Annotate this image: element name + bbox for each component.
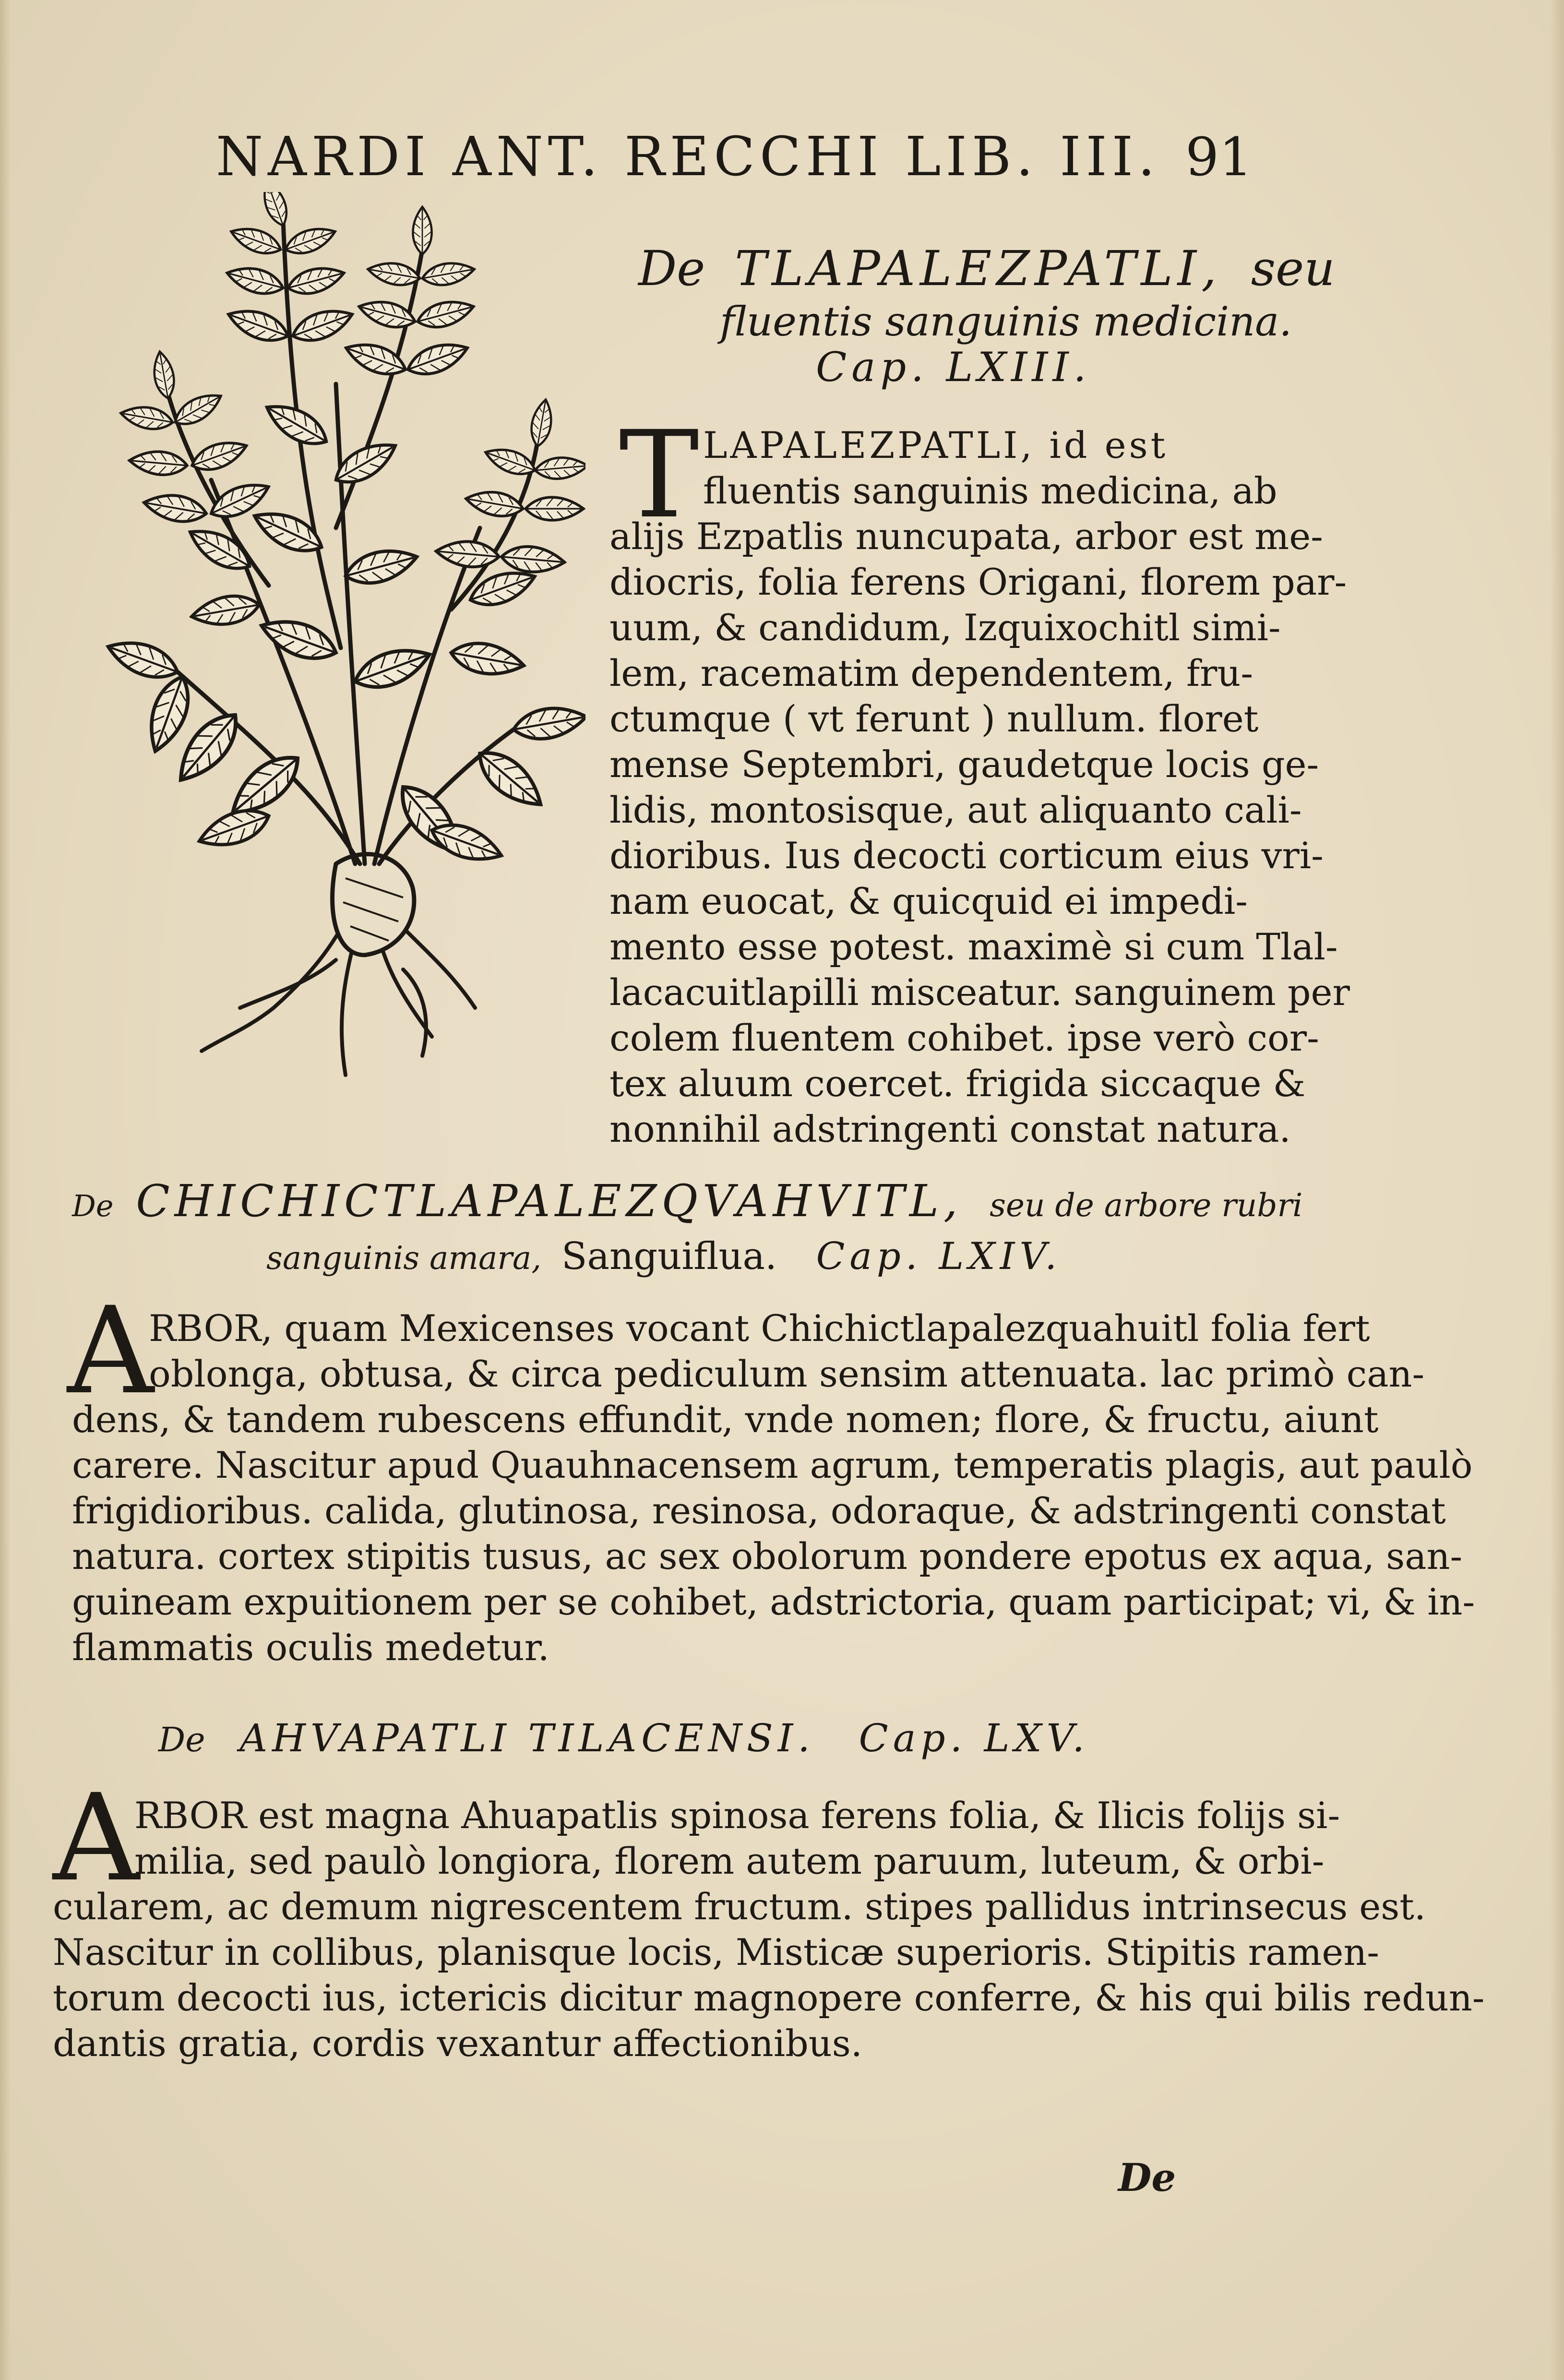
chapter63-line: lidis, montosisque, aut aliquanto cali- xyxy=(609,789,1302,831)
page-number: 91 xyxy=(1185,126,1253,188)
chapter63-heading-line2: fluentis sanguinis medicina. xyxy=(720,298,1292,345)
chapter63-cap-number: Cap. LXIII. xyxy=(816,344,1091,391)
chapter63-line: alijs Ezpatlis nuncupata, arbor est me- xyxy=(609,515,1323,558)
chapter63-line: fluentis sanguinis medicina, ab xyxy=(703,469,1277,512)
chapter63-heading-line1 xyxy=(638,242,1335,295)
chapter65-title: AHVAPATLI TILACENSI. xyxy=(239,1716,815,1760)
chapter63-line: lem, racematim dependentem, fru- xyxy=(609,652,1254,694)
chapter64-line: guineam expuitionem per se cohibet, adstrictoria, quam participat; vi, & in- xyxy=(72,1580,1475,1623)
chapter64-line: dens, & tandem rubescens effundit, vnde nomen; flore, & fructu, aiunt xyxy=(72,1398,1379,1441)
chapter65-line: milia, sed paulò longiora, florem autem paruum, luteum, & orbi- xyxy=(134,1840,1325,1882)
chapter65-cap-number: Cap. LXV. xyxy=(859,1716,1089,1760)
chapter65-line: dantis gratia, cordis vexantur affectionibus. xyxy=(53,2022,862,2065)
chapter63-line: LAPALEZPATLI, id est xyxy=(703,424,1169,466)
chapter65-line: cularem, ac demum nigrescentem fructum. stipes pallidus intrinsecus est. xyxy=(53,1885,1426,1928)
chapter63-line: tex aluum coercet. frigida siccaque & xyxy=(609,1062,1306,1105)
chapter64-line: oblonga, obtusa, & circa pediculum sensim attenuata. lac primò can- xyxy=(149,1352,1425,1395)
chapter65-de: De xyxy=(158,1720,205,1759)
chapter64-line: carere. Nascitur apud Quauhnacensem agrum, temperatis plagis, aut paulò xyxy=(72,1444,1473,1486)
chapter63-drop-cap: T xyxy=(619,405,699,545)
chapter63-title: TLAPALEZPATLI, xyxy=(735,240,1221,297)
chapter64-heading-line2 xyxy=(266,1226,1062,1285)
catchword: De xyxy=(1118,2155,1176,2200)
chapter64-drop-cap: A xyxy=(67,1281,154,1421)
chapter65-line: RBOR est magna Ahuapatlis spinosa ferens folia, & Ilicis folijs si- xyxy=(134,1794,1340,1837)
plant-woodcut-illustration xyxy=(67,192,585,1104)
chapter64-title: CHICHICTLAPALEZQVAHVITL, xyxy=(136,1175,963,1227)
chapter64-cap-number: Cap. LXIV. xyxy=(816,1235,1062,1278)
chapter63-line: colem fluentem cohibet. ipse verò cor- xyxy=(609,1017,1319,1059)
chapter64-line: RBOR, quam Mexicenses vocant Chichictlapalezquahuitl folia fert xyxy=(149,1307,1370,1350)
chapter64-subtitle: sanguinis amara, xyxy=(266,1240,542,1277)
page-edge-shadow xyxy=(0,0,11,2380)
chapter63-line: diocris, folia ferens Origani, florem par- xyxy=(609,561,1347,603)
chapter65-drop-cap: A xyxy=(53,1768,140,1908)
running-title: NARDI ANT. RECCHI LIB. III. xyxy=(216,126,1160,188)
chapter63-line: uum, & candidum, Izquixochitl simi- xyxy=(609,606,1281,649)
page-edge-shadow-right xyxy=(1550,0,1564,2380)
chapter65-line: torum decocti ius, ictericis dicitur magnopere conferre, & his qui bilis redun- xyxy=(53,1976,1485,2019)
chapter63-de: De xyxy=(638,240,705,297)
chapter64-subtitle-roman: Sanguiflua. xyxy=(561,1235,777,1278)
chapter63-seu: seu xyxy=(1251,240,1335,297)
chapter64-line: natura. cortex stipitis tusus, ac sex obolorum pondere epotus ex aqua, san- xyxy=(72,1535,1463,1578)
chapter65-heading xyxy=(158,1709,1089,1766)
chapter63-line: nam euocat, & quicquid ei impedi- xyxy=(609,880,1248,922)
chapter63-line: mento esse potest. maximè si cum Tlal- xyxy=(609,925,1338,968)
chapter64-line: flammatis oculis medetur. xyxy=(72,1626,549,1669)
chapter63-line: lacacuitlapilli misceatur. sanguinem per xyxy=(609,971,1350,1014)
chapter64-seu: seu de arbore rubri xyxy=(990,1187,1303,1224)
chapter63-line: mense Septembri, gaudetque locis ge- xyxy=(609,743,1319,786)
chapter63-line: nonnihil adstringenti constat natura. xyxy=(609,1108,1291,1150)
chapter64-de: De xyxy=(72,1188,114,1223)
chapter65-line: Nascitur in collibus, planisque locis, Misticæ superioris. Stipitis ramen- xyxy=(53,1931,1379,1973)
chapter64-line: frigidioribus. calida, glutinosa, resinosa, odoraque, & adstringenti constat xyxy=(72,1489,1446,1532)
chapter63-line: dioribus. Ius decocti corticum eius vri- xyxy=(609,834,1324,877)
chapter63-line: ctumque ( vt ferunt ) nullum. floret xyxy=(609,697,1259,740)
chapter64-heading-line1 xyxy=(72,1173,1302,1232)
